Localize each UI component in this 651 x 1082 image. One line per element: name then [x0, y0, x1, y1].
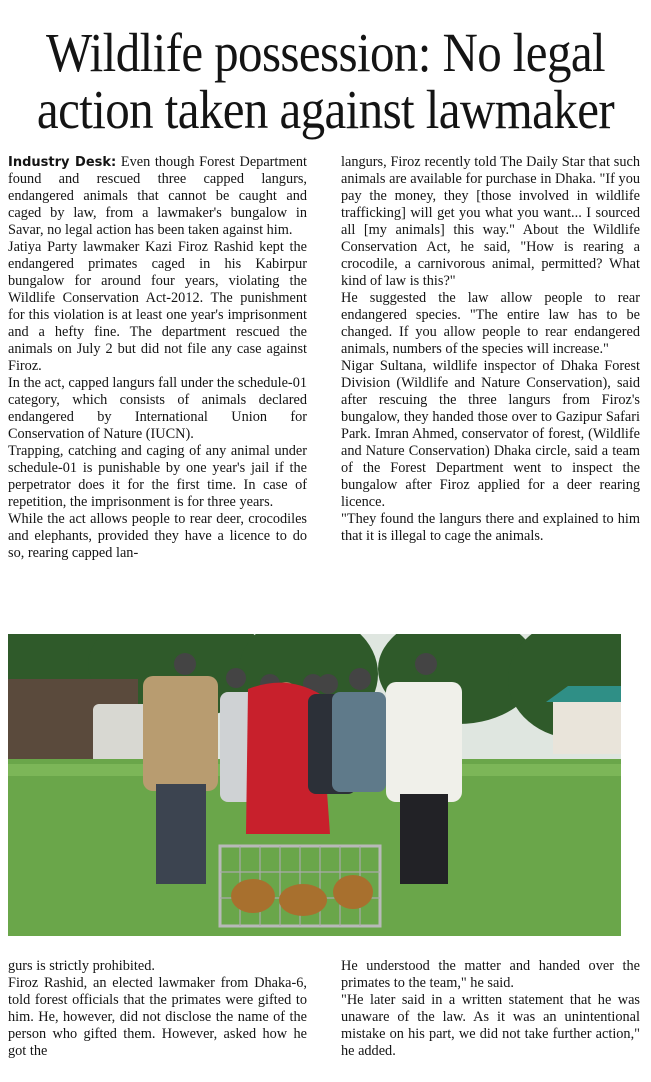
- paragraph: gurs is strictly prohibited.: [8, 958, 155, 974]
- column-1: [8, 154, 307, 562]
- paragraph: langurs, Firoz recently told The Daily Star that such animals are available for purchase in Dhaka. "If you pay the money, they [those involved in wildlife trafficking] will get you what you want... I sourced all [my animals] this way." About the Wildlife Conservation Act, he said, "How is rearing a crocodile, a carnivorous animal, permitted? What kind of law is this?": [341, 154, 640, 289]
- paragraph: Jatiya Party lawmaker Kazi Firoz Rashid kept the endangered primates caged in his Kabirpur bungalow for around four years, violating the Wildlife Conservation Act-2012. The punishment for this violation is at least one year's imprisonment and a hefty fine. The department rescued the animals on July 2 but did not file any case against Firoz.: [8, 239, 307, 374]
- article-body-bottom: [8, 958, 640, 1060]
- column-2: [341, 154, 640, 562]
- paragraph: He understood the matter and handed over the primates to the team," he said.: [341, 958, 640, 991]
- paragraph: Trapping, catching and caging of any animal under schedule-01 is punishable by one year's jail if the perpetrator does it for the first time. In case of repetition, the imprisonment is for three years.: [8, 443, 307, 510]
- paragraph: "They found the langurs there and explained to him that it is illegal to cage the animals.: [341, 511, 640, 544]
- paragraph: Firoz Rashid, an elected lawmaker from Dhaka-6, told forest officials that the primates were gifted to him. He, however, did not disclose the name of the person who gifted them. However, asked how he got the: [8, 975, 307, 1059]
- column-4: [341, 958, 640, 1060]
- paragraph: "He later said in a written statement that he was unaware of the law. As it was an unintentional mistake on his part, we did not take further action," he added.: [341, 992, 640, 1059]
- article-body-top: [8, 154, 640, 562]
- photo-illustration: [8, 634, 621, 936]
- paragraph: Nigar Sultana, wildlife inspector of Dhaka Forest Division (Wildlife and Nature Conservation), said after rescuing the three langurs from Firoz's bungalow, they handed those over to Gazipur Safari Park. Imran Ahmed, conservator of forest, (Wildlife and Nature Conservation) Dhaka circle, said a team of the Forest Department went to inspect the bungalow after Firoz applied for a deer rearing licence.: [341, 358, 640, 510]
- paragraph: While the act allows people to rear deer, crocodiles and elephants, provided they have a licence to do so, rearing capped lan-: [8, 511, 307, 561]
- paragraph: In the act, capped langurs fall under the schedule-01 category, which consists of animals declared endangered by International Union for Conservation of Nature (IUCN).: [8, 375, 307, 442]
- desk-label: Industry Desk:: [8, 155, 117, 170]
- column-3: [8, 958, 307, 1060]
- paragraph: He suggested the law allow people to rear endangered species. "The entire law has to be changed. If you allow people to rear endangered animals, numbers of the species will increase.": [341, 290, 640, 357]
- news-photo: [8, 634, 621, 936]
- headline-line-1: Wildlife possession: No legal: [45, 21, 606, 84]
- headline: [0, 21, 651, 141]
- paragraph: Industry Desk: Even though Forest Department found and rescued three capped langurs, endangered animals that cannot be caught and caged by law, from a lawmaker's bungalow in Savar, no legal action has been taken against him.: [8, 154, 307, 238]
- headline-line-2: action taken against lawmaker: [36, 78, 615, 141]
